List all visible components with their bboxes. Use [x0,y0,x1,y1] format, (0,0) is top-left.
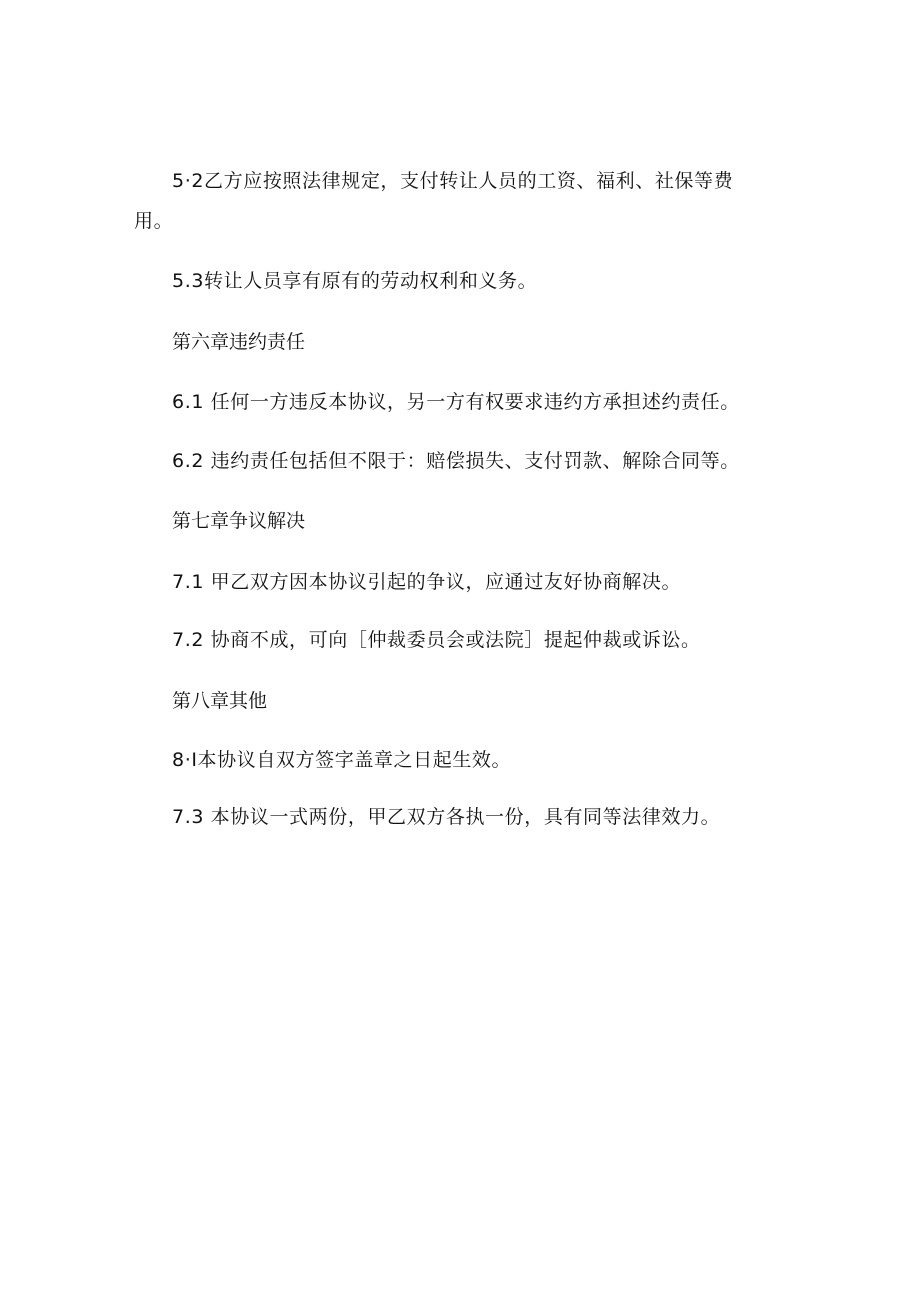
paragraph-5-2-line-1: 5·2乙方应按照法律规定，支付转让人员的工资、福利、社保等费 [172,170,734,192]
chapter-6-heading: 第六章违约责任 [172,331,306,353]
paragraph-7-2: 7.2 协商不成，可向［仲裁委员会或法院］提起仲裁或诉讼。 [172,629,701,651]
paragraph-6-1: 6.1 任何一方违反本协议，另一方有权要求违约方承担述约责任。 [172,391,740,413]
paragraph-8-1: 8·I本协议自双方签字盖章之日起生效。 [172,749,512,771]
chapter-7-heading: 第七章争议解决 [172,510,306,532]
chapter-8-heading: 第八章其他 [172,690,268,712]
paragraph-7-1: 7.1 甲乙双方因本协议引起的争议，应通过友好协商解决。 [172,571,682,593]
paragraph-5-3: 5.3转让人员享有原有的劳动权利和义务。 [172,270,538,292]
paragraph-6-2: 6.2 违约责任包括但不限于：赔偿损失、支付罚款、解除合同等。 [172,450,740,472]
paragraph-7-3: 7.3 本协议一式两份，甲乙双方各执一份，具有同等法律效力。 [172,806,721,828]
paragraph-5-2-line-2: 用。 [134,210,174,232]
